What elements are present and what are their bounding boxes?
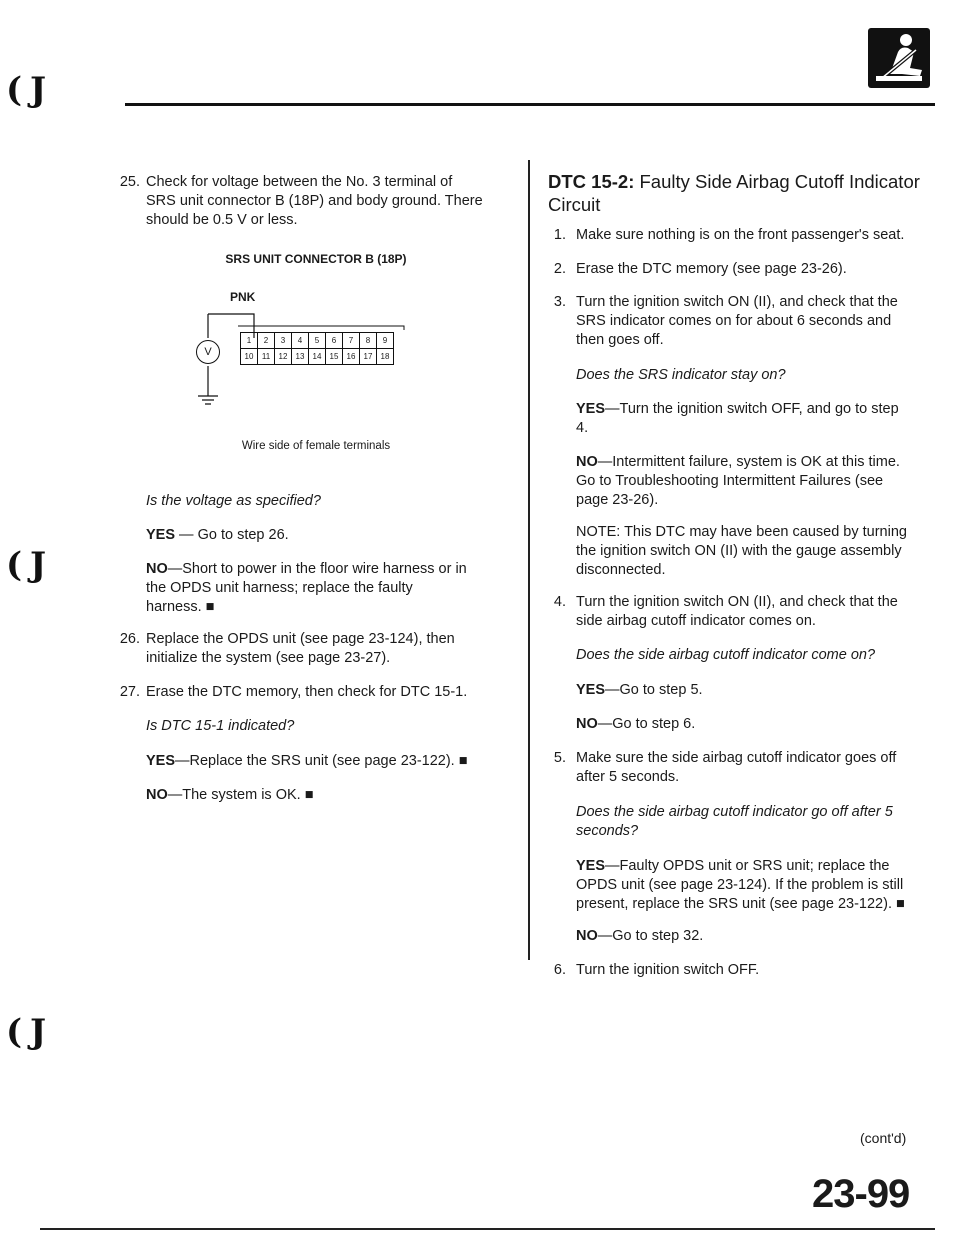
step-text: Turn the ignition switch ON (II), and check that the: [576, 294, 898, 310]
heading-title: Circuit: [548, 194, 601, 215]
answer-text: Go to step 5.: [619, 682, 703, 698]
yes-label: YES: [146, 527, 176, 543]
step-text: should be 0.5 V or less.: [146, 212, 298, 228]
pin: 7: [343, 333, 360, 349]
no-label: NO: [576, 454, 598, 470]
connector-caption: Wire side of female terminals: [241, 440, 391, 452]
wire-color-label: PNK: [230, 290, 256, 304]
voltmeter-icon: V: [196, 340, 220, 364]
binder-hook-bottom: J: [30, 1012, 47, 1052]
yes-label: YES: [576, 682, 606, 698]
answer-text: Replace the SRS unit (see page 23-122).: [189, 753, 455, 769]
step-text: Turn the ignition switch ON (II), and check that the: [576, 594, 898, 610]
answer-no: [146, 786, 516, 805]
answer-text: Go to step 6.: [612, 716, 696, 732]
answer-text: Go to step 26.: [197, 527, 289, 543]
answer-dash: —: [605, 401, 620, 417]
answer-yes: [146, 526, 516, 545]
end-mark-icon: ■: [896, 896, 905, 912]
binder-hook-top: J: [30, 70, 47, 110]
pin: 4: [292, 333, 309, 349]
answer-text: the OPDS unit harness; replace the faulty: [146, 580, 413, 596]
step-number: 27.: [119, 684, 140, 700]
binder-hook-middle: J: [30, 545, 47, 585]
binder-mark-bottom: (: [6, 1012, 23, 1052]
question-cutoff-on: Does the side airbag cutoff indicator come on?: [576, 647, 876, 663]
end-mark-icon: ■: [304, 787, 314, 803]
pin-row: [241, 333, 394, 349]
step-text: Make sure the side airbag cutoff indicator goes off: [576, 750, 897, 766]
note-text: the ignition switch ON (II) with the gauge assembly: [576, 543, 902, 559]
step-text: SRS indicator comes on for about 6 seconds and: [576, 313, 892, 329]
continued-label: (cont'd): [860, 1130, 907, 1146]
note-text: disconnected.: [576, 562, 666, 578]
pin: 14: [309, 349, 326, 365]
question-voltage: Is the voltage as specified?: [146, 493, 321, 509]
yes-label: YES: [576, 858, 606, 874]
step-text: Erase the DTC memory, then check for DTC 15-1.: [146, 684, 468, 700]
connector-pin-table: [240, 332, 394, 365]
answer-text: Turn the ignition switch OFF, and go to step: [619, 401, 899, 417]
answer-text: Short to power in the floor wire harness or in: [182, 561, 467, 577]
pin: 9: [377, 333, 394, 349]
answer-text: The system is OK.: [182, 787, 301, 803]
answer-dash: —: [605, 682, 620, 698]
question-dtc: Is DTC 15-1 indicated?: [146, 718, 295, 734]
answer-no: [146, 560, 516, 617]
step-number: 4.: [553, 594, 566, 610]
pin: 13: [292, 349, 309, 365]
answer-dash: —: [597, 928, 613, 944]
yes-label: YES: [146, 753, 176, 769]
heading-code: DTC 15-2:: [548, 171, 635, 192]
step-number: 25.: [119, 174, 140, 190]
answer-no: [576, 715, 946, 734]
step-text: then goes off.: [576, 332, 664, 348]
section-heading: [548, 170, 938, 216]
answer-text: Go to Troubleshooting Intermittent Failures (see: [576, 473, 884, 489]
pin: 15: [326, 349, 343, 365]
answer-no: [576, 453, 946, 510]
step-number: 6.: [553, 962, 566, 978]
pin: 5: [309, 333, 326, 349]
step-text: side airbag cutoff indicator comes on.: [576, 613, 816, 629]
answer-dash: —: [597, 716, 613, 732]
pin: 12: [275, 349, 292, 365]
step-text: Check for voltage between the No. 3 terminal of: [146, 174, 453, 190]
pin: 8: [360, 333, 377, 349]
heading-title: Faulty Side Airbag Cutoff Indicator: [639, 171, 920, 192]
answer-text: 4.: [576, 420, 589, 436]
no-label: NO: [146, 561, 168, 577]
question-cutoff-off: [576, 803, 946, 841]
step-text: initialize the system (see page 23-27).: [146, 650, 391, 666]
step-text: Make sure nothing is on the front passenger's seat.: [576, 227, 905, 243]
connector-title: SRS UNIT CONNECTOR B (18P): [225, 252, 407, 266]
answer-text: OPDS unit (see page 23-124). If the problem is still: [576, 877, 904, 893]
no-label: NO: [146, 787, 168, 803]
pin: 1: [241, 333, 258, 349]
answer-dash: —: [605, 858, 620, 874]
end-mark-icon: ■: [458, 753, 468, 769]
pin-row: [241, 349, 394, 365]
question-text: seconds?: [576, 823, 639, 839]
answer-text: present, replace the SRS unit (see page 23-122).: [576, 896, 892, 912]
connector-diagram: [190, 290, 430, 410]
binder-mark-top: (: [6, 70, 23, 110]
yes-label: YES: [576, 401, 606, 417]
pin: 6: [326, 333, 343, 349]
answer-no: [576, 927, 946, 946]
answer-text: Go to step 32.: [612, 928, 704, 944]
answer-text: Intermittent failure, system is OK at this time.: [612, 454, 900, 470]
header-rule: [125, 103, 935, 106]
step-text: Turn the ignition switch OFF.: [576, 962, 760, 978]
footer-rule: [40, 1228, 935, 1230]
pin: 11: [258, 349, 275, 365]
step-number: 26.: [119, 631, 140, 647]
answer-yes: [146, 752, 516, 771]
pin: 3: [275, 333, 292, 349]
note: [576, 523, 946, 580]
binder-mark-middle: (: [6, 545, 23, 585]
answer-yes: [576, 681, 946, 700]
step-text: after 5 seconds.: [576, 769, 680, 785]
step-number: 3.: [553, 294, 566, 310]
end-mark-icon: ■: [205, 599, 215, 615]
answer-yes: [576, 400, 946, 438]
answer-dash: —: [167, 787, 183, 803]
pin: 2: [258, 333, 275, 349]
pin: 18: [377, 349, 394, 365]
pin: 17: [360, 349, 377, 365]
answer-dash: —: [167, 561, 183, 577]
answer-yes: [576, 857, 946, 914]
pin: 16: [343, 349, 360, 365]
question-srs: Does the SRS indicator stay on?: [576, 367, 786, 383]
pin: 10: [241, 349, 258, 365]
no-label: NO: [576, 716, 598, 732]
question-text: Does the side airbag cutoff indicator go off after 5: [576, 804, 893, 820]
step-number: 2.: [553, 261, 566, 277]
step-text: Erase the DTC memory (see page 23-26).: [576, 261, 847, 277]
answer-dash: —: [597, 454, 613, 470]
answer-text: Faulty OPDS unit or SRS unit; replace the: [619, 858, 890, 874]
column-divider: [528, 160, 530, 960]
answer-text: harness.: [146, 599, 202, 615]
step-text: SRS unit connector B (18P) and body ground. There: [146, 193, 483, 209]
answer-dash: —: [179, 527, 194, 543]
note-text: NOTE: This DTC may have been caused by turning: [576, 524, 907, 540]
step-number: 1.: [553, 227, 566, 243]
page-number: 23-99: [812, 1172, 910, 1216]
answer-text: page 23-26).: [576, 492, 659, 508]
answer-dash: —: [175, 753, 190, 769]
no-label: NO: [576, 928, 598, 944]
seatbelt-airbag-icon: [868, 28, 930, 88]
step-number: 5.: [553, 750, 566, 766]
step-text: Replace the OPDS unit (see page 23-124), then: [146, 631, 455, 647]
